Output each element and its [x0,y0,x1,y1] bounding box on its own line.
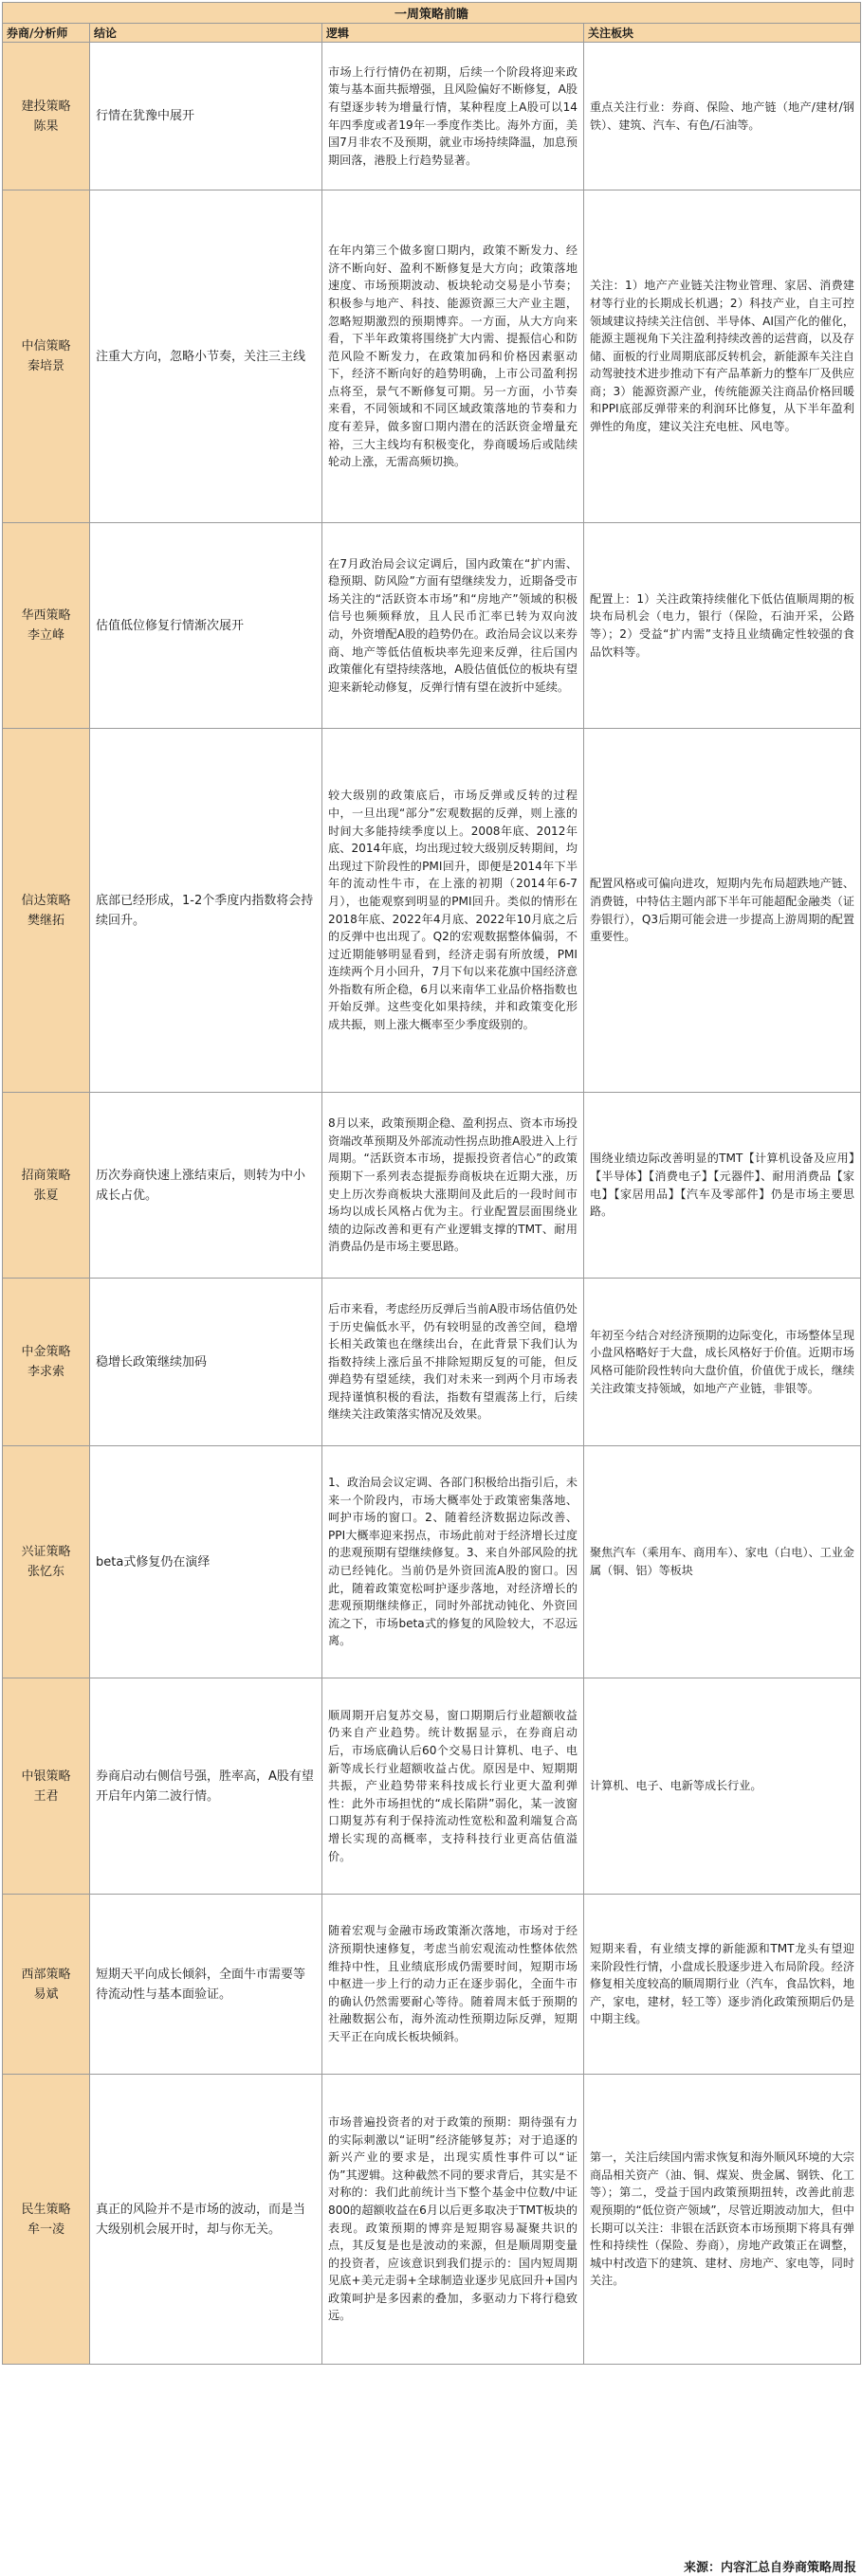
logic-cell: 在7月政治局会议定调后，国内政策在“扩内需、稳预期、防风险”方面有望继续发力，近期备受市场关注的“活跃资本市场”和“房地产”领域的积极信号也频频释放，且人民币汇率已转为双向波动，外资增配A股的趋势仍在。政治局会议以来券商、地产等低估值板块率先迎来反弹，往后国内政策催化有望持续落地，A股估值低位的板块有望迎来新轮动修复，反弹行情有望在波折中延续。 [322,523,584,729]
table-title: 一周策略前瞻 [3,3,861,24]
broker-name: 建投策略 [21,99,71,114]
broker-name: 信达策略 [21,893,71,908]
strategy-table-container [2,2,860,2365]
table-row [3,523,861,729]
conclusion-cell: 底部已经形成，1-2个季度内指数将会持续回升。 [90,729,322,1093]
analyst-name: 张忆东 [27,1565,64,1579]
analyst-name: 张夏 [33,1188,59,1203]
sectors-cell: 年初至今结合对经济预期的边际变化，市场整体呈现小盘风格略好于大盘，成长风格好于价值。近期市场风格可能阶段性转向大盘价值，价值优于成长，继续关注政策支持领域，如地产产业链，非银等。 [584,1279,861,1446]
logic-cell: 在年内第三个做多窗口期内，政策不断发力、经济不断向好、盈利不断修复是大方向；政策落地速度、市场预期波动、板块轮动交易是小节奏；积极参与地产、科技、能源资源三大产业主题，忽略短期激烈的预期博弈。一方面，从大方向来看，下半年政策将围绕扩大内需、提振信心和防范风险不断发力，在政策加码和价格因素驱动下，经济不断向好的趋势明确，上市公司盈利拐点将至，景气不断修复可期。另一方面，小节奏来看，不同领域和不同区域政策落地的节奏和力度有差异，做多窗口期内潜在的活跃资金增量充裕，三大主线均有积极变化，券商暖场后或陆续轮动上涨，无需高频切换。 [322,190,584,523]
table-row [3,2075,861,2365]
broker-name: 中金策略 [21,1345,71,1359]
broker-name: 中银策略 [21,1769,71,1784]
sectors-cell: 计算机、电子、电新等成长行业。 [584,1678,861,1895]
analyst-cell [3,1446,90,1678]
analyst-cell [3,1678,90,1895]
conclusion-cell: 稳增长政策继续加码 [90,1279,322,1446]
sectors-cell: 围绕业绩边际改善明显的TMT【计算机设备及应用】【半导体】【消费电子】【元器件】、耐用消费品【家电】【家居用品】【汽车及零部件】仍是市场主要思路。 [584,1093,861,1279]
logic-cell: 后市来看，考虑经历反弹后当前A股市场估值仍处于历史偏低水平，仍有较明显的改善空间，稳增长相关政策也在继续出台，在此背景下我们认为指数持续上涨后虽不排除短期反复的可能，但反弹趋势有望延续，我们对未来一到两个月市场表现持谨慎积极的看法，指数有望震荡上行，后续继续关注政策落实情况及效果。 [322,1279,584,1446]
analyst-cell [3,1895,90,2075]
analyst-name: 王君 [33,1788,59,1804]
table-row [3,729,861,1093]
source-note: 来源：内容汇总自券商策略周报 [683,2561,856,2575]
analyst-cell [3,729,90,1093]
sectors-cell: 配置风格或可偏向进攻，短期内先布局超跌地产链、消费链，中特估主题内部下半年可能超配金融类（证券银行），Q3后期可能会进一步提高上游周期的配置重要性。 [584,729,861,1093]
broker-name: 西部策略 [21,1967,71,1982]
table-row [3,1895,861,2075]
logic-cell: 顺周期开启复苏交易，窗口期期后行业超额收益仍来自产业趋势。统计数据显示，在券商启动后，市场底确认后60个交易日计算机、电子、电新等成长行业超额收益占优。原因是中、短期期共振，产业趋势带来科技成长行业更大盈利弹性：此外市场担忧的“成长陷阱”弱化，某一波窗口期复苏有利于保持流动性宽松和盈利端复合高增长实现的高概率，支持科技行业更高估值溢价。 [322,1678,584,1895]
logic-cell: 市场普遍投资者的对于政策的预期：期待强有力的实际刺激以“证明”经济能够复苏；对于追逐的新兴产业的要求是，出现实质性事件可以“证伪”其逻辑。这种截然不同的要求背后，其实是不对称的：我们此前统计当下整个基金中位数/中证800的超额收益在6月以后更多取决于TMT板块的表现。政策预期的博弈是短期容易凝聚共识的点，其反复是也是波动的来源，但是顺周期变量的投资者，应该意识到我们提示的：国内短周期见底+美元走弱+全球制造业逐步见底回升+国内政策呵护是多因素的叠加，多驱动力下将行稳致远。 [322,2075,584,2365]
logic-cell: 1、政治局会议定调、各部门积极给出指引后，未来一个阶段内，市场大概率处于政策密集落地、呵护市场的窗口。2、随着经济数据边际改善、PPI大概率迎来拐点，市场此前对于经济增长过度的悲观预期有望继续修复。3、来自外部风险的扰动已经钝化。当前仍是外资回流A股的窗口。因此，随着政策宽松呵护逐步落地，对经济增长的悲观预期继续修正，同时外部扰动钝化、外资回流之下，市场beta式的修复的风险较大，不忍远离。 [322,1446,584,1678]
analyst-cell [3,2075,90,2365]
logic-cell: 市场上行行情仍在初期，后续一个阶段将迎来政策与基本面共振增强，且风险偏好不断修复，A股有望逐步转为增量行情，某种程度上A股可以14年四季度或者19年一季度作类比。海外方面，美国7月非农不及预期，就业市场持续降温，加息预期回落，港股上行趋势显著。 [322,43,584,190]
conclusion-cell: 行情在犹豫中展开 [90,43,322,190]
sectors-cell: 配置上：1）关注政策持续催化下低估值顺周期的板块布局机会（电力，银行（保险，石油开采，公路等）；2）受益“扩内需”支持且业绩确定性较强的食品饮料等。 [584,523,861,729]
table-row [3,43,861,190]
logic-cell: 较大级别的政策底后，市场反弹或反转的过程中，一旦出现“部分”宏观数据的反弹，则上涨的时间大多能持续季度以上。2008年底、2012年底、2014年底，均出现过较大级别反转期间，均出现过下阶段性的PMI回升，即便是2014年下半年的流动性牛市，在上涨的初期（2014年6-7月），也能观察到明显的PMI回升。类似的情形在2018年底、2022年4月底、2022年10月底之后的反弹中也出现了。Q2的宏观数据整体偏弱，不过近期能够明显看到，经济走弱有所放缓，PMI连续两个月小回升，7月下旬以来花旗中国经济意外指数有所企稳，6月以来南华工业品价格指数也开始反弹。这些变化如果持续，并和政策变化形成共振，则上涨大概率至少季度级别的。 [322,729,584,1093]
table-body [3,43,861,2365]
table-title-row [3,3,861,24]
table-row [3,1093,861,1279]
table-row [3,1446,861,1678]
conclusion-cell: beta式修复仍在演绎 [90,1446,322,1678]
sectors-cell: 第一，关注后续国内需求恢复和海外顺风环境的大宗商品相关资产（油、铜、煤炭、贵金属、钢铁、化工等）；第二，受益于国内政策预期扭转，改善此前悲观预期的“低位资产领域”，尽管近期波动加大，但中长期可以关注：非银在活跃资本市场预期下将具有弹性和持续性（保险、券商），房地产政策正在调整，城中村改造下的建筑、建材、房地产、家电等，同时关注。 [584,2075,861,2365]
analyst-cell [3,190,90,523]
analyst-name: 李求索 [27,1365,64,1379]
analyst-name: 陈果 [33,118,59,134]
broker-name: 民生策略 [21,2202,71,2217]
analyst-cell [3,523,90,729]
table-row [3,1678,861,1895]
table-row [3,190,861,523]
header-conclusion: 结论 [90,24,322,43]
analyst-name: 樊继拓 [27,913,64,928]
conclusion-cell: 真正的风险并不是市场的波动，而是当大级别机会展开时，却与你无关。 [90,2075,322,2365]
broker-name: 兴证策略 [21,1545,71,1559]
analyst-cell [3,1093,90,1279]
analyst-name: 秦培景 [27,359,64,373]
sectors-cell: 关注：1）地产产业链关注物业管理、家居、消费建材等行业的长期成长机遇；2）科技产业，自主可控领域建议持续关注信创、半导体、AI国产化的催化，能源主题视角下关注盈利持续改善的运营商，以及存储、面板的行业周期底部反转机会，新能源车关注自动驾驶技术进步推动下有产品革新力的整车厂及供应商；3）能源资源产业，传统能源关注商品价格回暖和PPI底部反弹带来的利润环比修复，从下半年盈利弹性的角度，建议关注充电桩、风电等。 [584,190,861,523]
sectors-cell: 聚焦汽车（乘用车、商用车）、家电（白电）、工业金属（铜、铝）等板块 [584,1446,861,1678]
sectors-cell: 短期来看，有业绩支撑的新能源和TMT龙头有望迎来阶段性行情，小盘成长股逐步进入布局阶段。经济修复相关度较高的顺周期行业（汽车，食品饮料，地产，家电，建材，轻工等）逐步消化政策预期后仍是中期主线。 [584,1895,861,2075]
conclusion-cell: 估值低位修复行情渐次展开 [90,523,322,729]
table-header-row [3,24,861,43]
logic-cell: 8月以来，政策预期企稳、盈利拐点、资本市场投资端改革预期及外部流动性拐点助推A股进入上行周期。“活跃资本市场，提振投资者信心”的政策预期下一系列表态提振券商板块在近期大涨，历史上历次券商板块大涨期间及此后的一段时间市场均以成长风格占优为主。行业配置层面围绕业绩的边际改善和更有产业逻辑支撑的TMT、耐用消费品仍是市场主要思路。 [322,1093,584,1279]
logic-cell: 随着宏观与金融市场政策渐次落地，市场对于经济预期快速修复，考虑当前宏观流动性整体依然维持中性，且业绩底形成仍需要时间，短期市场中枢进一步上行的动力正在逐步弱化，全面牛市的确认仍然需要耐心等待。随着周末低于预期的社融数据公布，海外流动性预期边际反弹，短期天平正在向成长板块倾斜。 [322,1895,584,2075]
analyst-cell [3,43,90,190]
analyst-name: 牟一凌 [27,2222,64,2237]
header-analyst: 券商/分析师 [3,24,90,43]
sectors-cell: 重点关注行业：券商、保险、地产链（地产/建材/钢铁）、建筑、汽车、有色/石油等。 [584,43,861,190]
conclusion-cell: 券商启动右侧信号强，胜率高，A股有望开启年内第二波行情。 [90,1678,322,1895]
conclusion-cell: 历次券商快速上涨结束后，则转为中小成长占优。 [90,1093,322,1279]
header-sectors: 关注板块 [584,24,861,43]
analyst-cell [3,1279,90,1446]
analyst-name: 李立峰 [27,628,64,643]
broker-name: 中信策略 [21,339,71,354]
conclusion-cell: 短期天平向成长倾斜，全面牛市需要等待流动性与基本面验证。 [90,1895,322,2075]
header-logic: 逻辑 [322,24,584,43]
strategy-table [2,2,861,2365]
table-row [3,1279,861,1446]
analyst-name: 易斌 [33,1986,59,2002]
broker-name: 华西策略 [21,608,71,623]
conclusion-cell: 注重大方向，忽略小节奏，关注三主线 [90,190,322,523]
broker-name: 招商策略 [21,1168,71,1183]
